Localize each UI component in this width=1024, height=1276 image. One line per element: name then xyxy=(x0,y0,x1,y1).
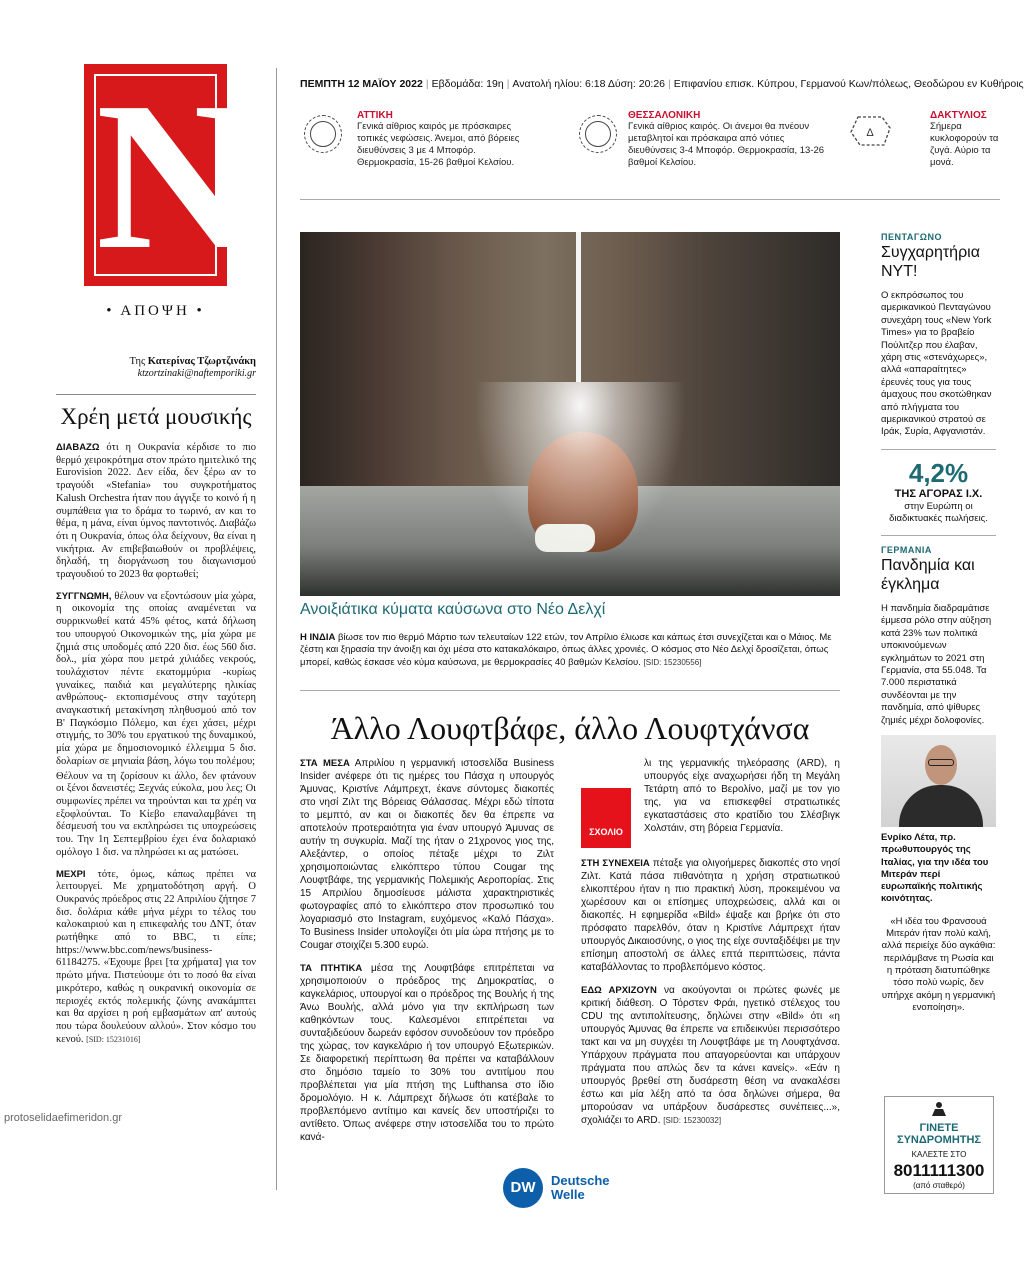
sid-tag: [SID: 15231016] xyxy=(86,1034,141,1044)
dw-logo-mark: DW xyxy=(503,1168,543,1208)
paragraph-text: Θέλουν να τη ζορίσουν κι άλλο, δεν φτάνουν οι ξένοι δανειστές; Ξεχνάς εύκολα, μου λες; Οι συμφωνίες πρέπει να τηρούνται και τα χρέη να εξοφλούνται. Το Κίεβο επαναλαμβάνει τη δέσμευσή του να εκπληρώσει τις υποχρεώσεις του. Την 1η Σεπτεμβρίου έχει ένα δολαριακό ομόλογο 1 δισ. να πληρώσει κι ας ματώσει. xyxy=(56,770,256,858)
paragraph-text: θέλουν να εξοντώσουν μία χώρα, η οικονομία της οποίας αναμένεται να συρρικνωθεί κατά 45% φέτος, κατά δήλωση του υπουργού Οικονομικών της, μία χώρα με ζημιά στις υποδομές από 220 δισ. έως 560 δισ. δολ., μία χώρα που μετρά χιλιάδες νεκρούς, τουλάχιστον πέντε εκατομμύρια -κυρίως γυναίκες, παιδιά και μεγαλύτερης ηλικίας ανθρώπους- εκτοπισμένους στην ταχύτερη αναγκαστική μετακίνηση πληθυσμού από τον Β' Παγκόσμιο Πόλεμο, και έχει χάσει, μέχρι στιγμής, το 30% του εργατικού της δυναμικού, μία χώρα με δημοσιονομικό έλλειμμα 5 δισ. δολαρίων σε μηνιαία βάση, λόγω του πολέμου; xyxy=(56,590,256,767)
article-column-2 xyxy=(581,857,840,1137)
stat-label: ΤΗΣ ΑΓΟΡΑΣ Ι.Χ. xyxy=(894,487,983,500)
right-sidebar xyxy=(881,232,996,1014)
byline-prefix: Της xyxy=(129,356,146,367)
photo-caption: Ανοιξιάτικα κύματα καύσωνα στο Νέο Δελχί xyxy=(300,601,606,618)
divider xyxy=(300,199,1000,200)
weather-forecast: Σήμερα κυκλοφορούν τα ζυγά. Αύριο τα μονά. xyxy=(930,121,999,168)
paragraph-text: τότε, όμως, κάπως πρέπει να λειτουργεί. Με χρηματοδότηση αργή. Ο Ουκρανός πρόεδρος στις 22 Απριλίου ζήτησε 7 δισ. δολάρια κάθε μήνα μέχρι το τέλος του καλοκαιριού και η επικεφαλής του ΔΝΤ, όταν ρωτήθηκε από το BBC, τι είπε; https://www.bbc.com/news/business-61184275. «Έχουμε βρει [τα χρήματα] για τον πρώτο μήνα. Πιστεύουμε ότι το ποσό θα είναι μικρότερο, καθώς η ουκρανική οικονομία σε περιοχές εκτός πολεμικής ζώνης ανακάμπτει και θα αρχίσει η ροή εμβασμάτων απ' αυτούς που τώρα δουλεύουν αλλού». Στον κόσμο του κενού. xyxy=(56,868,256,1045)
weather-region: ΘΕΣΣΑΛΟΝΙΚΗ xyxy=(628,110,701,121)
separator: | xyxy=(425,78,429,90)
author-name: Κατερίνας Τζωρτζινάκη xyxy=(147,356,256,367)
water-stream xyxy=(576,232,581,382)
comment-tag-box xyxy=(581,788,631,848)
logo-letter: N xyxy=(96,58,250,293)
weather-thessaloniki-text xyxy=(628,110,828,169)
opinion-title: Χρέη μετά μουσικής xyxy=(56,394,256,431)
portrait-photo xyxy=(881,735,996,827)
weather-forecast: Γενικά αίθριος καιρός. Οι άνεμοι θα πνέουν μεταβλητοί και πρόσκαιρα από νότιες διευθύνσεις 3-4 Μποφόρ. Θερμοκρασία, 13-26 βαθμοί Κελσίου. xyxy=(628,121,825,168)
stat-value: 4,2% xyxy=(908,457,969,488)
weather-forecast: Γενικά αίθριος καιρός με πρόσκαιρες τοπικές νεφώσεις. Άνεμοι, από βόρειες διευθύνσεις 3 με 4 Μποφόρ. Θερμοκρασία, 15-26 βαθμοί Κελσίου. xyxy=(357,121,520,168)
watermark: protoselidaefimeridon.gr xyxy=(4,1112,123,1124)
weather-attica-text xyxy=(357,110,537,169)
sidebar-text: Η πανδημία διαδραμάτισε έμμεσα ρόλο στην αύξηση κατά 23% των πολιτικά υποκινούμενων εγκλημάτων το 2021 στη Γερμανία, στα 55.048. Τα 7.000 περιστατικά συνδέονται με την πανδημία, από ψίθυρες ζημιές μέχρι δολοφονίες. xyxy=(881,602,992,726)
paragraph-lead: ΣΤΑ ΜΕΣΑ xyxy=(300,758,350,769)
main-photo xyxy=(300,232,840,596)
subscription-box[interactable] xyxy=(884,1096,994,1194)
paragraph-lead: ΕΔΩ ΑΡΧΙΖΟΥΝ xyxy=(581,985,657,996)
dw-line-2: Welle xyxy=(551,1187,585,1202)
opinion-paragraph xyxy=(56,771,256,860)
reader-icon xyxy=(929,1101,949,1117)
comment-tag-label: ΣΧΟΛΙΟ xyxy=(589,827,623,837)
weather-region: ΑΤΤΙΚΗ xyxy=(357,110,393,121)
article-paragraph xyxy=(300,757,554,952)
article-paragraph xyxy=(581,857,840,974)
photo-text xyxy=(300,632,840,669)
sidebar-kicker: ΓΕΡΜΑΝΙΑ xyxy=(881,544,932,555)
paragraph-text: να ακούγονται οι πρώτες φωνές με κριτική διάθεση. Ο Τόρστεν Φράι, ηγετικό στέλεχος του CDU της αντιπολίτευσης, δηλώνει στην «Bild» ότι «η υπουργός Άμυνας θα έπρεπε να επιδεικνύει περισσότερο τακτ και να μη συγχέει τη Λουφτβάφε με τη Λουφτχάνσα. Υπάρχουν πράγματα που απαγορεύονται και υπάρχουν πράγματα που απλώς δεν τα κάνει κανείς». «Εάν η υπουργός βρεθεί στη δυσάρεστη θέση να ανακαλέσει έστω και μία λέξη από τα όσα δηλώνει σήμερα, θα μπορούσαν να υπάρξουν δυσάρεστες συνέπειες...», σχολιάζει το ARD. xyxy=(581,985,840,1126)
article-paragraph xyxy=(581,984,840,1127)
weather-ring-text xyxy=(930,110,1000,169)
paragraph-lead: ΜΕΧΡΙ xyxy=(56,868,86,880)
divider xyxy=(300,690,840,691)
subscription-title: ΓΙΝΕΤΕ ΣΥΝΔΡΟΜΗΤΗΣ xyxy=(896,1122,982,1146)
dw-logo-text xyxy=(551,1174,610,1202)
photo-text-body: βίωσε τον πιο θερμό Μάρτιο των τελευταίων 122 ετών, τον Απρίλιο έλιωσε και κάπως έτσι συνεχίζεται και ο Μάιος. Με ζέστη και ξηρασία την άνοιξη και όχι μέσα στο κατακαλόκαιρο, όπως άλλες χρονιές. Ο κόσμος στο Νέο Δελχί δροσίζεται, όπως μπορεί, καθώς έσκασε νέο κύμα καύσωνα, με θερμοκρασίες 40 βαθμών Κελσίου. xyxy=(300,632,832,668)
week: Εβδομάδα: 19η xyxy=(431,78,504,90)
divider xyxy=(881,449,996,450)
dateline xyxy=(300,78,1024,90)
paragraph-lead: ΣΥΓΓΝΩΜΗ, xyxy=(56,590,112,602)
portrait-caption: Ενρίκο Λέτα, πρ. πρωθυπουργός της Ιταλίας, για την ιδέα του Μιτεράν περί ευρωπαϊκής πολιτικής κοινότητας. xyxy=(881,831,989,905)
paragraph-text: πέταξε για ολιγοήμερες διακοπές στο νησί Ζιλτ. Κατά πάσα πιθανότητα η χρήση στρατιωτικού ελικοπτέρου ήταν η πιο πρακτική λύση, προκειμένου να χωρέσουν και οι επίσημες υποχρεώσεις, αλλά και οι διακοπές. Η εφημερίδα «Bild» έψαξε και βρήκε ότι στο πρόσφατο παρελθόν, όταν η Κριστίνε Λάμπρεχτ ήταν υπουργός Δικαιοσύνης, ο γιος της είχε συνταξιδέψει με την επίσημη αποστολή σε άλλες επτά περιπτώσεις, πάντα καταβάλλοντας το προβλεπόμενο κόστος. xyxy=(581,858,840,973)
sidebar-text: Ο εκπρόσωπος του αμερικανικού Πενταγώνου συνεχάρη τους «New York Times» για το βραβείο Πούλιτζερ που έλαβαν, χάρη στις «στενάχωρες», αλλά «απαραίτητες» έρευνές τους για τους άμαχους που σκοτώθηκαν από πλήγματα του αμερικανικού στρατού σε Ιράκ, Συρία, Αφγανιστάν. xyxy=(881,290,992,438)
opinion-paragraph xyxy=(56,869,256,1047)
logo-frame xyxy=(94,58,250,293)
date: ΠΕΜΠΤΗ 12 ΜΑΪΟΥ 2022 xyxy=(300,78,423,90)
paragraph-lead: ΣΤΗ ΣΥΝΕΧΕΙΑ xyxy=(581,858,650,869)
photo-credit: REUTERS/ANUSHREE FADNAVIS xyxy=(737,590,840,597)
separator: | xyxy=(668,78,671,90)
article-paragraph xyxy=(300,962,554,1144)
sidebar-kicker: ΠΕΝΤΑΓΩΝΟ xyxy=(881,232,942,242)
section-label: • ΑΠΟΨΗ • xyxy=(106,303,205,319)
dw-line-1: Deutsche xyxy=(551,1173,610,1188)
stat-description: στην Ευρώπη οι διαδικτυακές πωλήσεις. xyxy=(889,500,988,524)
paragraph-text: μέσα της Λουφτβάφε επιτρέπεται να χρησιμοποιούν ο πρόεδρος της Δημοκρατίας, ο καγκελάριος, υπουργοί και ο πρόεδρος της Βουλής ή της Άνω Βουλής, αλλά μόνο για την εκπλήρωση των καθηκόντων τους. Καλεσμένοι επιτρέπεται να συνταξιδεύουν δωρεάν εφόσον συνοδεύουν τον πρόεδρο της χώρας, τον καγκελάριο ή τον υπουργό Εξωτερικών. Σε διαφορετική περίπτωση θα πρέπει να καταβάλλουν στο δημόσιο ταμείο το 30% του αντιτίμου που προβλέπεται για μία πτήση της Lufthansa στο ίδιο δρομολόγιο. Η κ. Λάμπρεχτ δήλωσε ότι κατέβαλε το προβλεπόμενο αντίτιμο και κανείς δεν υποστήριζει το αντίθετο. Όπως ανέφερε στην ιστοσελίδα του το πρώτο κανά- xyxy=(300,963,554,1143)
water-spray xyxy=(460,382,700,582)
subscription-note: (από σταθερό) xyxy=(913,1181,965,1190)
portrait-body xyxy=(899,785,983,827)
weather-region: ΔΑΚΤΥΛΙΟΣ xyxy=(930,110,987,121)
opinion-paragraph xyxy=(56,442,256,582)
column-divider xyxy=(276,68,277,1190)
sun-icon xyxy=(310,121,336,147)
sid-tag: [SID: 15230032] xyxy=(663,1116,722,1125)
sid-tag: [SID: 15230556] xyxy=(643,657,702,667)
byline xyxy=(56,355,256,368)
article-column-2-top: λι της γερμανικής τηλεόρασης (ARD), η υπουργός είχε αναχωρήσει ήδη τη Μεγάλη Τετάρτη από το Βερολίνο, μαζί με τον γιο της, για να επισκεφθεί στρατιωτικές εγκαταστάσεις στο κρατίδιο του Σλέσβιγκ Χολστάιν, στη βόρεια Γερμανία. xyxy=(644,758,840,834)
paragraph-lead: ΤΑ ΠΤΗΤΙΚΑ xyxy=(300,963,363,974)
sun-times: Ανατολή ηλίου: 6:18 Δύση: 20:26 xyxy=(512,78,665,90)
portrait-glasses xyxy=(928,759,954,766)
opinion-paragraph xyxy=(56,591,256,769)
ring-zone-icon xyxy=(848,114,892,148)
ring-zone-letter: Δ xyxy=(866,127,874,139)
divider xyxy=(881,535,996,536)
opinion-column xyxy=(56,355,256,1055)
sidebar-headline: Πανδημία και έγκλημα xyxy=(881,556,975,593)
sun-icon xyxy=(585,121,611,147)
separator: | xyxy=(506,78,510,90)
author-email: ktzortzinaki@naftemporiki.gr xyxy=(137,368,256,379)
weather-strip xyxy=(300,110,1000,190)
newspaper-logo xyxy=(84,58,250,293)
subscription-call: ΚΑΛΕΣΤΕ ΣΤΟ xyxy=(911,1150,967,1159)
quote: «Η ιδέα του Φρανσουά Μιτεράν ήταν πολύ καλή, αλλά περιείχε δύο αγκάθια: περιλάμβανε τη Ρωσία και η πρόταση διατυπώθηκε τόσο πολύ νωρίς, δεν υπήρχε ακόμη η γερμανική ενοποίηση». xyxy=(881,915,996,1013)
paragraph-lead: ΔΙΑΒΑΖΩ xyxy=(56,442,100,453)
sidebar-headline: Συγχαρητήρια NYT! xyxy=(881,244,980,280)
article-column-1 xyxy=(300,757,554,1154)
photo-text-lead: Η ΙΝΔΙΑ xyxy=(300,632,336,643)
paragraph-text: ότι η Ουκρανία κέρδισε το πιο θερμό χειροκρότημα στον πρώτο ημιτελικό της Eurovision 2022. Δεν είδα, δεν ξέρω αν το τραγούδι «Stefania» του συγκροτήματος Kalush Orchestra ήταν που άγγιξε το κοινό ή η συμπάθεια για το δράμα το τωρινό, αν και το θέμα, η μάνα, είναι ύμνος παντοτινός. Διαβάζω ότι η Ουκρανία, όπως όλα δείχνουν, θα είναι η νικήτρια. Αν επιβεβαιωθούν οι προβλέψεις, δηλαδή, τη διοργάνωση του διαγωνισμού τραγουδιού το 2023 θα φορτωθεί; xyxy=(56,442,256,581)
subscription-phone[interactable]: 8011111300 xyxy=(893,1161,985,1180)
deutsche-welle-logo xyxy=(503,1168,643,1212)
article-headline: Άλλο Λουφτβάφε, άλλο Λουφτχάνσα xyxy=(330,710,810,746)
paragraph-text: Απριλίου η γερμανική ιστοσελίδα Business Insider ανέφερε ότι τις ημέρες του Πάσχα η υπουργός Άμυνας, Κριστίνε Λάμπρεχτ, έκανε σύντομες διακοπές στο νησί Ζιλτ της Βόρειας Θάλασσας. Μέχρι εδώ τίποτα το μεμπτό, αν και οι διακοπές δεν θα έπρεπε να αποτελούν προτεραιότητα για έναν υπουργό Άμυνας σε αυτήν τη συγκυρία. Μαζί της ήταν ο 21χρονος γιος της, Αλεξάντερ, ο οποίος πέταξε μέχρι το Ζιλτ χρησιμοποιώντας ελικόπτερο τύπου Cougar της Λουφτβάφε, της γερμανικής Πολεμικής Αεροπορίας. Στις 15 Απριλίου δημοσίευσε μάλιστα χαρακτηριστικές φωτογραφίες από το ελικόπτερο στον προσωπικό του λογαριασμό στο Instagram, ευχόμενος «Καλό Πάσχα». Το Business Insider υπολογίζει ότι μία ώρα πτήσης με το Cougar στοιχίζει 5.300 ευρώ. xyxy=(300,758,554,951)
saints: Επιφανίου επισκ. Κύπρου, Γερμανού Κων/πόλεως, Θεοδώρου εν Κυθήροις xyxy=(673,78,1024,90)
opinion-body xyxy=(56,442,256,1046)
